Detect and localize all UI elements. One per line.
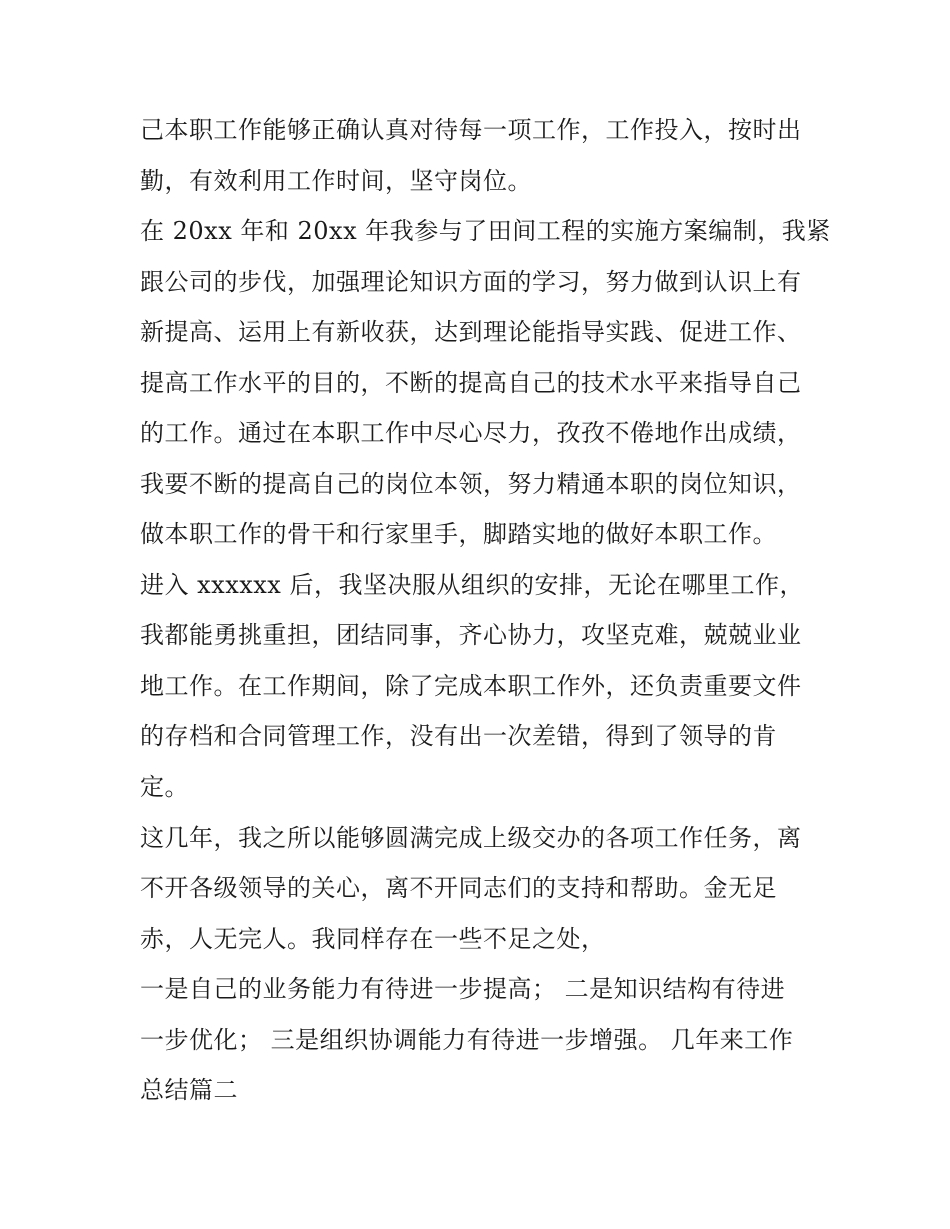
- text-line: 进入 xxxxxx 后，我坚决服从组织的安排，无论在哪里工作，: [140, 571, 804, 599]
- text-line: 一步优化； 三是组织协调能力有待进一步增强。 几年来工作: [140, 1026, 794, 1054]
- text-line: 勤，有效利用工作时间，坚守岗位。: [140, 167, 532, 195]
- text-line: 在 20xx 年和 20xx 年我参与了田间工程的实施方案编制，我紧: [140, 217, 831, 245]
- text-line: 地工作。在工作期间，除了完成本职工作外，还负责重要文件: [140, 672, 802, 700]
- text-line: 总结篇二: [140, 1076, 238, 1104]
- text-line: 我要不断的提高自己的岗位本领，努力精通本职的岗位知识，: [140, 470, 802, 498]
- text-line: 不开各级领导的关心，离不开同志们的支持和帮助。金无足: [140, 874, 777, 902]
- text-line: 定。: [140, 773, 189, 801]
- text-line: 一是自己的业务能力有待进一步提高； 二是知识结构有待进: [140, 975, 786, 1003]
- text-line: 新提高、运用上有新收获，达到理论能指导实践、促进工作、: [140, 318, 802, 346]
- text-line: 跟公司的步伐，加强理论知识方面的学习，努力做到认识上有: [140, 268, 802, 296]
- text-line: 的存档和合同管理工作，没有出一次差错，得到了领导的肯: [140, 722, 777, 750]
- text-line: 这几年，我之所以能够圆满完成上级交办的各项工作任务，离: [140, 824, 802, 852]
- text-line: 我都能勇挑重担，团结同事，齐心协力，攻坚克难，兢兢业业: [140, 621, 802, 649]
- text-line: 赤，人无完人。我同样存在一些不足之处，: [140, 925, 606, 953]
- text-line: 提高工作水平的目的，不断的提高自己的技术水平来指导自己: [140, 369, 802, 397]
- text-line: 己本职工作能够正确认真对待每一项工作，工作投入，按时出: [140, 116, 802, 144]
- text-line: 做本职工作的骨干和行家里手，脚踏实地的做好本职工作。: [140, 520, 777, 548]
- text-line: 的工作。通过在本职工作中尽心尽力，孜孜不倦地作出成绩，: [140, 419, 802, 447]
